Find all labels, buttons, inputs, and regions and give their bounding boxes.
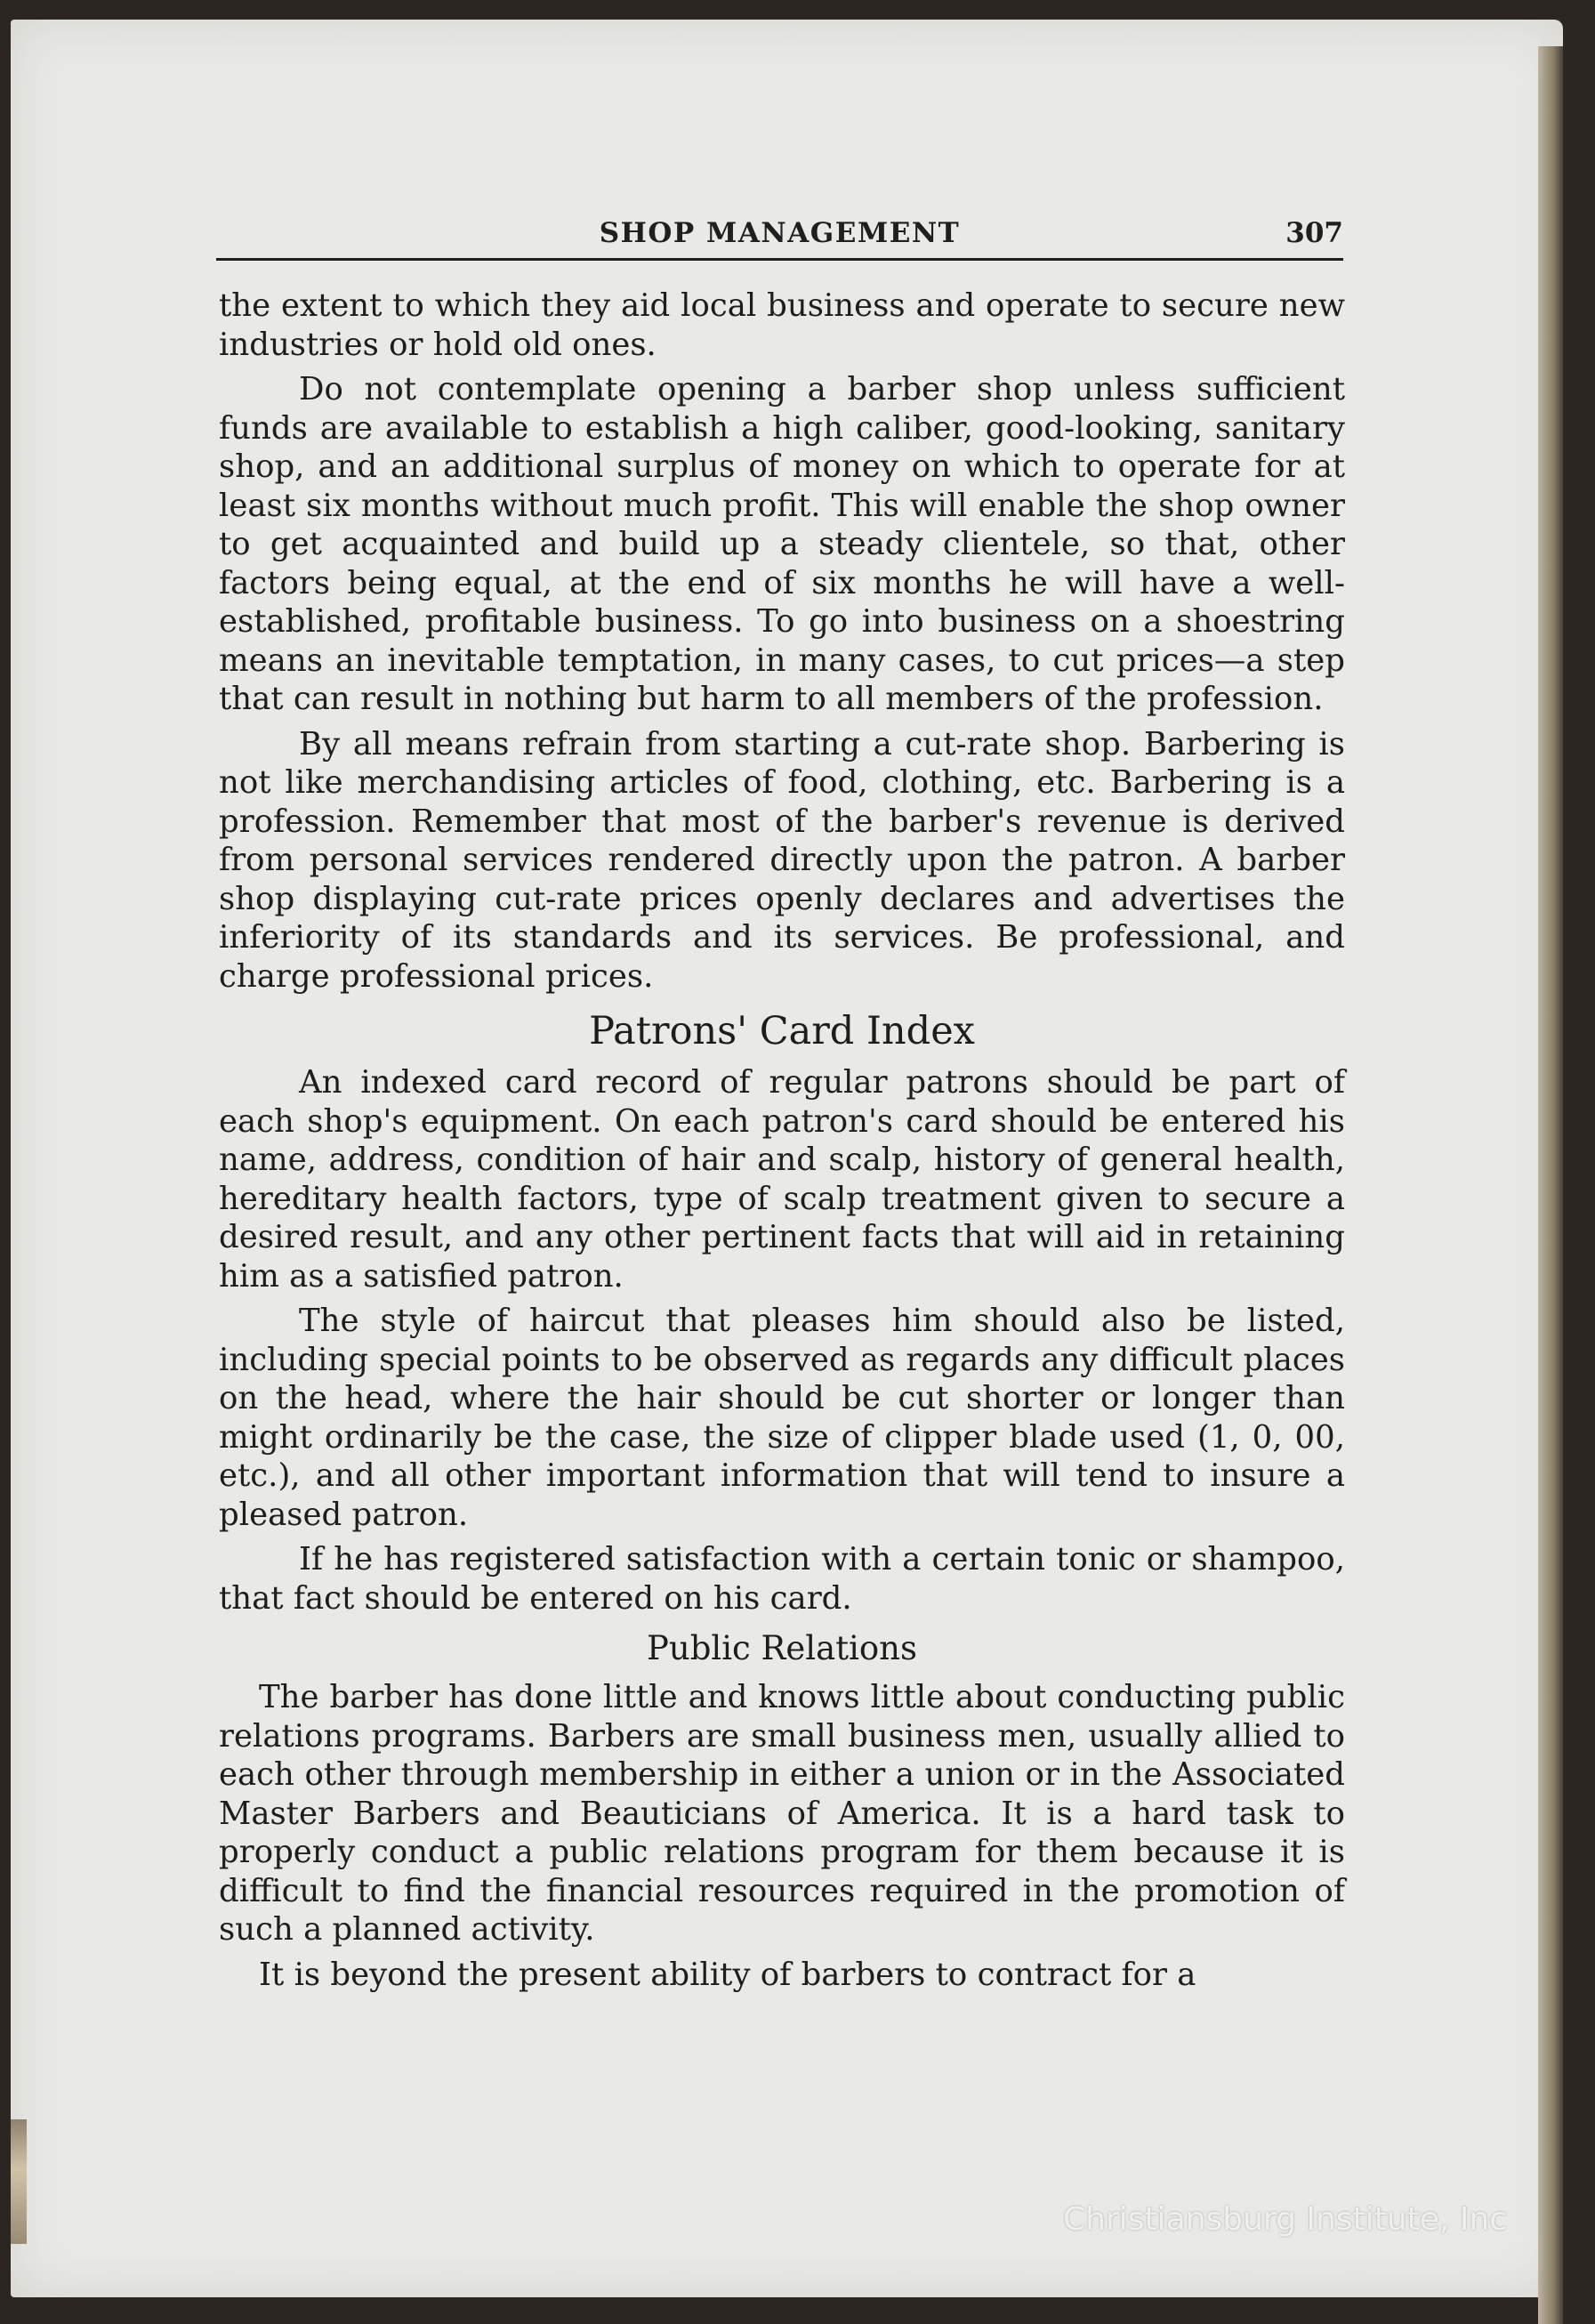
watermark: Christiansburg Institute, Inc bbox=[1063, 2201, 1508, 2238]
paragraph-public-relations: The barber has done little and knows little about conducting public relations programs. Barbers are small business men, usually allied to each other through membership in either a union or in the Associated Master Barbers and Beauticians of America. It is a hard task to properly conduct a public relations program for them because it is difficult to find the financial resources required in the promotion of such a planned activity. bbox=[219, 1679, 1345, 1948]
paragraph-card-record: An indexed card record of regular patrons should be part of each shop's equipment. On each patron's card should be entered his name, address, condition of hair and scalp, history of general health, hereditary health factors, type of scalp treatment given to secure a desired result, and any other pertinent facts that will aid in retaining him as a satisfied patron. bbox=[219, 1064, 1345, 1295]
page-edge bbox=[1538, 46, 1563, 2324]
paragraph-cut-rate: By all means refrain from starting a cut-rate shop. Barbering is not like merchandising articles of food, clothing, etc. Barbering is a profession. Remember that most of the barber's revenue is derived from personal services rendered directly upon the patron. A barber shop displaying cut-rate prices openly declares and advertises the inferiority of its standards and its services. Be professional, and charge professional prices. bbox=[219, 725, 1345, 995]
paragraph-tonic: If he has registered satisfaction with a certain tonic or shampoo, that fact should be entered on his card. bbox=[219, 1541, 1345, 1617]
body-text bbox=[219, 286, 1345, 2000]
spine-stain bbox=[11, 2119, 27, 2244]
paragraph-continued: the extent to which they aid local business and operate to secure new industries or hold old ones. bbox=[219, 287, 1345, 363]
paragraph-haircut-style: The style of haircut that pleases him should also be listed, including special points to be observed as regards any difficult places on the head, where the hair should be cut shorter or longer than might ordinarily be the case, the size of clipper blade used (1, 0, 00, etc.), and all other important information that will tend to insure a pleased patron. bbox=[219, 1303, 1345, 1533]
running-head bbox=[216, 214, 1343, 261]
page-number: 307 bbox=[1285, 217, 1343, 249]
paragraph-funds: Do not contemplate opening a barber shop unless sufficient funds are available to establish a high caliber, good-looking, sanitary shop, and an additional surplus of money on which to operate for at least six months without much profit. This will enable the shop owner to get acquainted and build up a steady clientele, so that, other factors being equal, at the end of six months he will have a well-established, profitable business. To go into business on a shoestring means an inevitable temptation, in many cases, to cut prices—a step that can result in nothing but harm to all members of the profession. bbox=[219, 371, 1345, 717]
section-heading-public-relations: Public Relations bbox=[646, 1629, 917, 1667]
section-heading-card-index: Patrons' Card Index bbox=[589, 1009, 975, 1053]
paragraph-beyond-ability: It is beyond the present ability of barbers to contract for a bbox=[259, 1956, 1196, 1993]
running-title: SHOP MANAGEMENT bbox=[599, 217, 961, 249]
